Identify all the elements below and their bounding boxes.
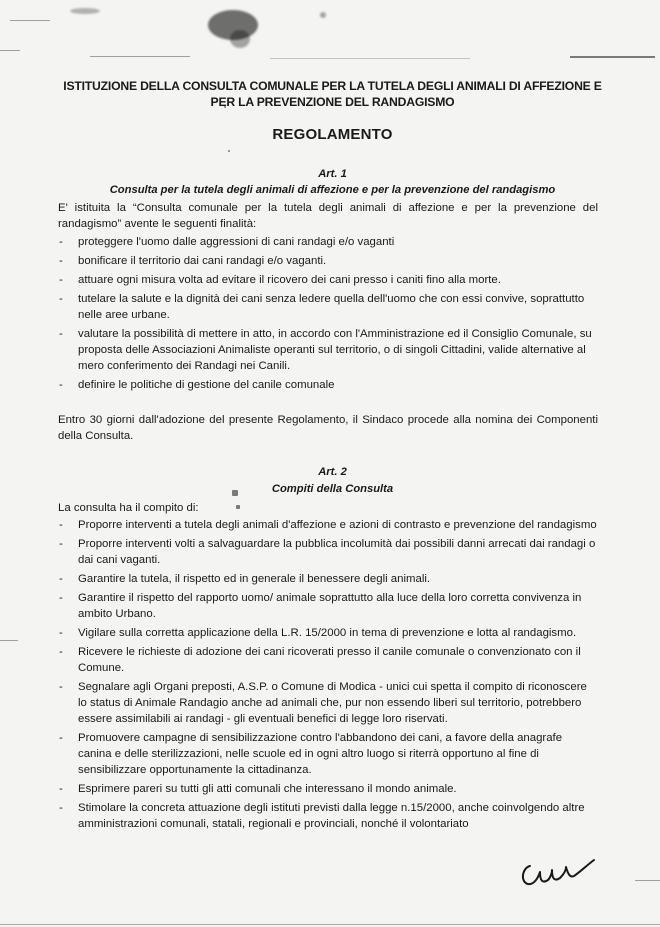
list-item: - Promuovere campagne di sensibilizzazione contro l'abbandono dei cani, a favore della anagrafe canina e delle sterilizzazioni, nelle scuole ed in ogni altro luogo si riterrà opportuno al fine di sensibilizzare opportunamente la cittadinanza. bbox=[58, 730, 598, 778]
list-item: - Ricevere le richieste di adozione dei cani ricoverati presso il canile comunale o convenzionato con il Comune. bbox=[58, 644, 598, 676]
scan-line bbox=[90, 56, 190, 57]
list-item: - proteggere l'uomo dalle aggressioni di cani randagi e/o vaganti bbox=[58, 234, 598, 250]
document-subtitle: REGOLAMENTO bbox=[272, 126, 393, 143]
scan-line bbox=[0, 640, 18, 641]
scan-smudge bbox=[320, 12, 326, 18]
list-item: - definire le politiche di gestione del canile comunale bbox=[58, 377, 598, 393]
list-item: - Stimolare la concreta attuazione degli istituti previsti dalla legge n.15/2000, anche coinvolgendo altre amministrazioni comunali, statali, regionali e provinciali, nonché il volontariato bbox=[58, 800, 598, 832]
scan-line bbox=[0, 50, 20, 51]
art1-intro: E' istituita la “Consulta comunale per la tutela degli animali di affezione e per la prevenzione del randagismo” avente le seguenti finalità: bbox=[58, 202, 598, 230]
list-item: - Proporre interventi a tutela degli animali d'affezione e azioni di contrasto e prevenzione del randagismo bbox=[58, 517, 598, 533]
scan-smudge bbox=[70, 8, 100, 14]
scan-line bbox=[0, 924, 660, 925]
art1-list bbox=[58, 234, 598, 396]
list-item: - tutelare la salute e la dignità dei cani senza ledere quella dell'uomo che con essi convive, soprattutto nelle aree urbane. bbox=[58, 291, 598, 323]
scan-line bbox=[635, 880, 660, 881]
list-item: - valutare la possibilità di mettere in atto, in accordo con l'Amministrazione ed il Consiglio Comunale, su proposta delle Associazioni Animaliste operanti sul territorio, o di singoli Cittadini, valide alternative al mero conferimento dei Randagi nei Canili. bbox=[58, 326, 598, 374]
list-item: - Garantire il rispetto del rapporto uomo/ animale soprattutto alla luce della loro corretta convivenza in ambito Urbano. bbox=[58, 590, 598, 622]
art2-intro: La consulta ha il compito di: bbox=[58, 502, 199, 514]
list-item: - bonificare il territorio dai cani randagi e/o vaganti. bbox=[58, 253, 598, 269]
scan-smudge bbox=[230, 30, 250, 48]
list-item: - attuare ogni misura volta ad evitare il ricovero dei cani presso i caniti fino alla morte. bbox=[58, 272, 598, 288]
art1-heading: Art. 1 bbox=[318, 168, 347, 180]
art1-closing: Entro 30 giorni dall'adozione del presente Regolamento, il Sindaco procede alla nomina dei Componenti della Consulta. bbox=[58, 414, 598, 442]
list-item: - Vigilare sulla corretta applicazione della L.R. 15/2000 in tema di prevenzione e lotta al randagismo. bbox=[58, 625, 598, 641]
list-item: - Garantire la tutela, il rispetto ed in generale il benessere degli animali. bbox=[58, 571, 598, 587]
document-title: ISTITUZIONE DELLA CONSULTA COMUNALE PER LA TUTELA DEGLI ANIMALI DI AFFEZIONE E PER LA PREVENZIONE DEL RANDAGISMO bbox=[63, 79, 602, 109]
scan-line bbox=[570, 56, 655, 58]
scan-speck bbox=[228, 150, 230, 152]
list-item: - Esprimere pareri su tutti gli atti comunali che interessano il mondo animale. bbox=[58, 781, 598, 797]
signature-icon bbox=[518, 852, 608, 892]
scan-line bbox=[10, 20, 50, 21]
list-item: - Segnalare agli Organi preposti, A.S.P. o Comune di Modica - unici cui spetta il compito di riconoscere lo status di Animale Randagio anche ad animali che, pur non essendo liberi sul territorio, potrebbero essere assimilabili ai randagi - gli eventuali benefici di legge loro riservati. bbox=[58, 679, 598, 727]
art2-list bbox=[58, 517, 598, 835]
art2-subheading: Compiti della Consulta bbox=[271, 483, 394, 495]
art2-heading: Art. 2 bbox=[318, 466, 347, 478]
art1-subheading: Consulta per la tutela degli animali di affezione e per la prevenzione del randagismo bbox=[109, 184, 556, 196]
scan-line bbox=[270, 58, 470, 59]
list-item: - Proporre interventi volti a salvaguardare la pubblica incolumità dai possibili danni arrecati dai randagi o dai cani vaganti. bbox=[58, 536, 598, 568]
